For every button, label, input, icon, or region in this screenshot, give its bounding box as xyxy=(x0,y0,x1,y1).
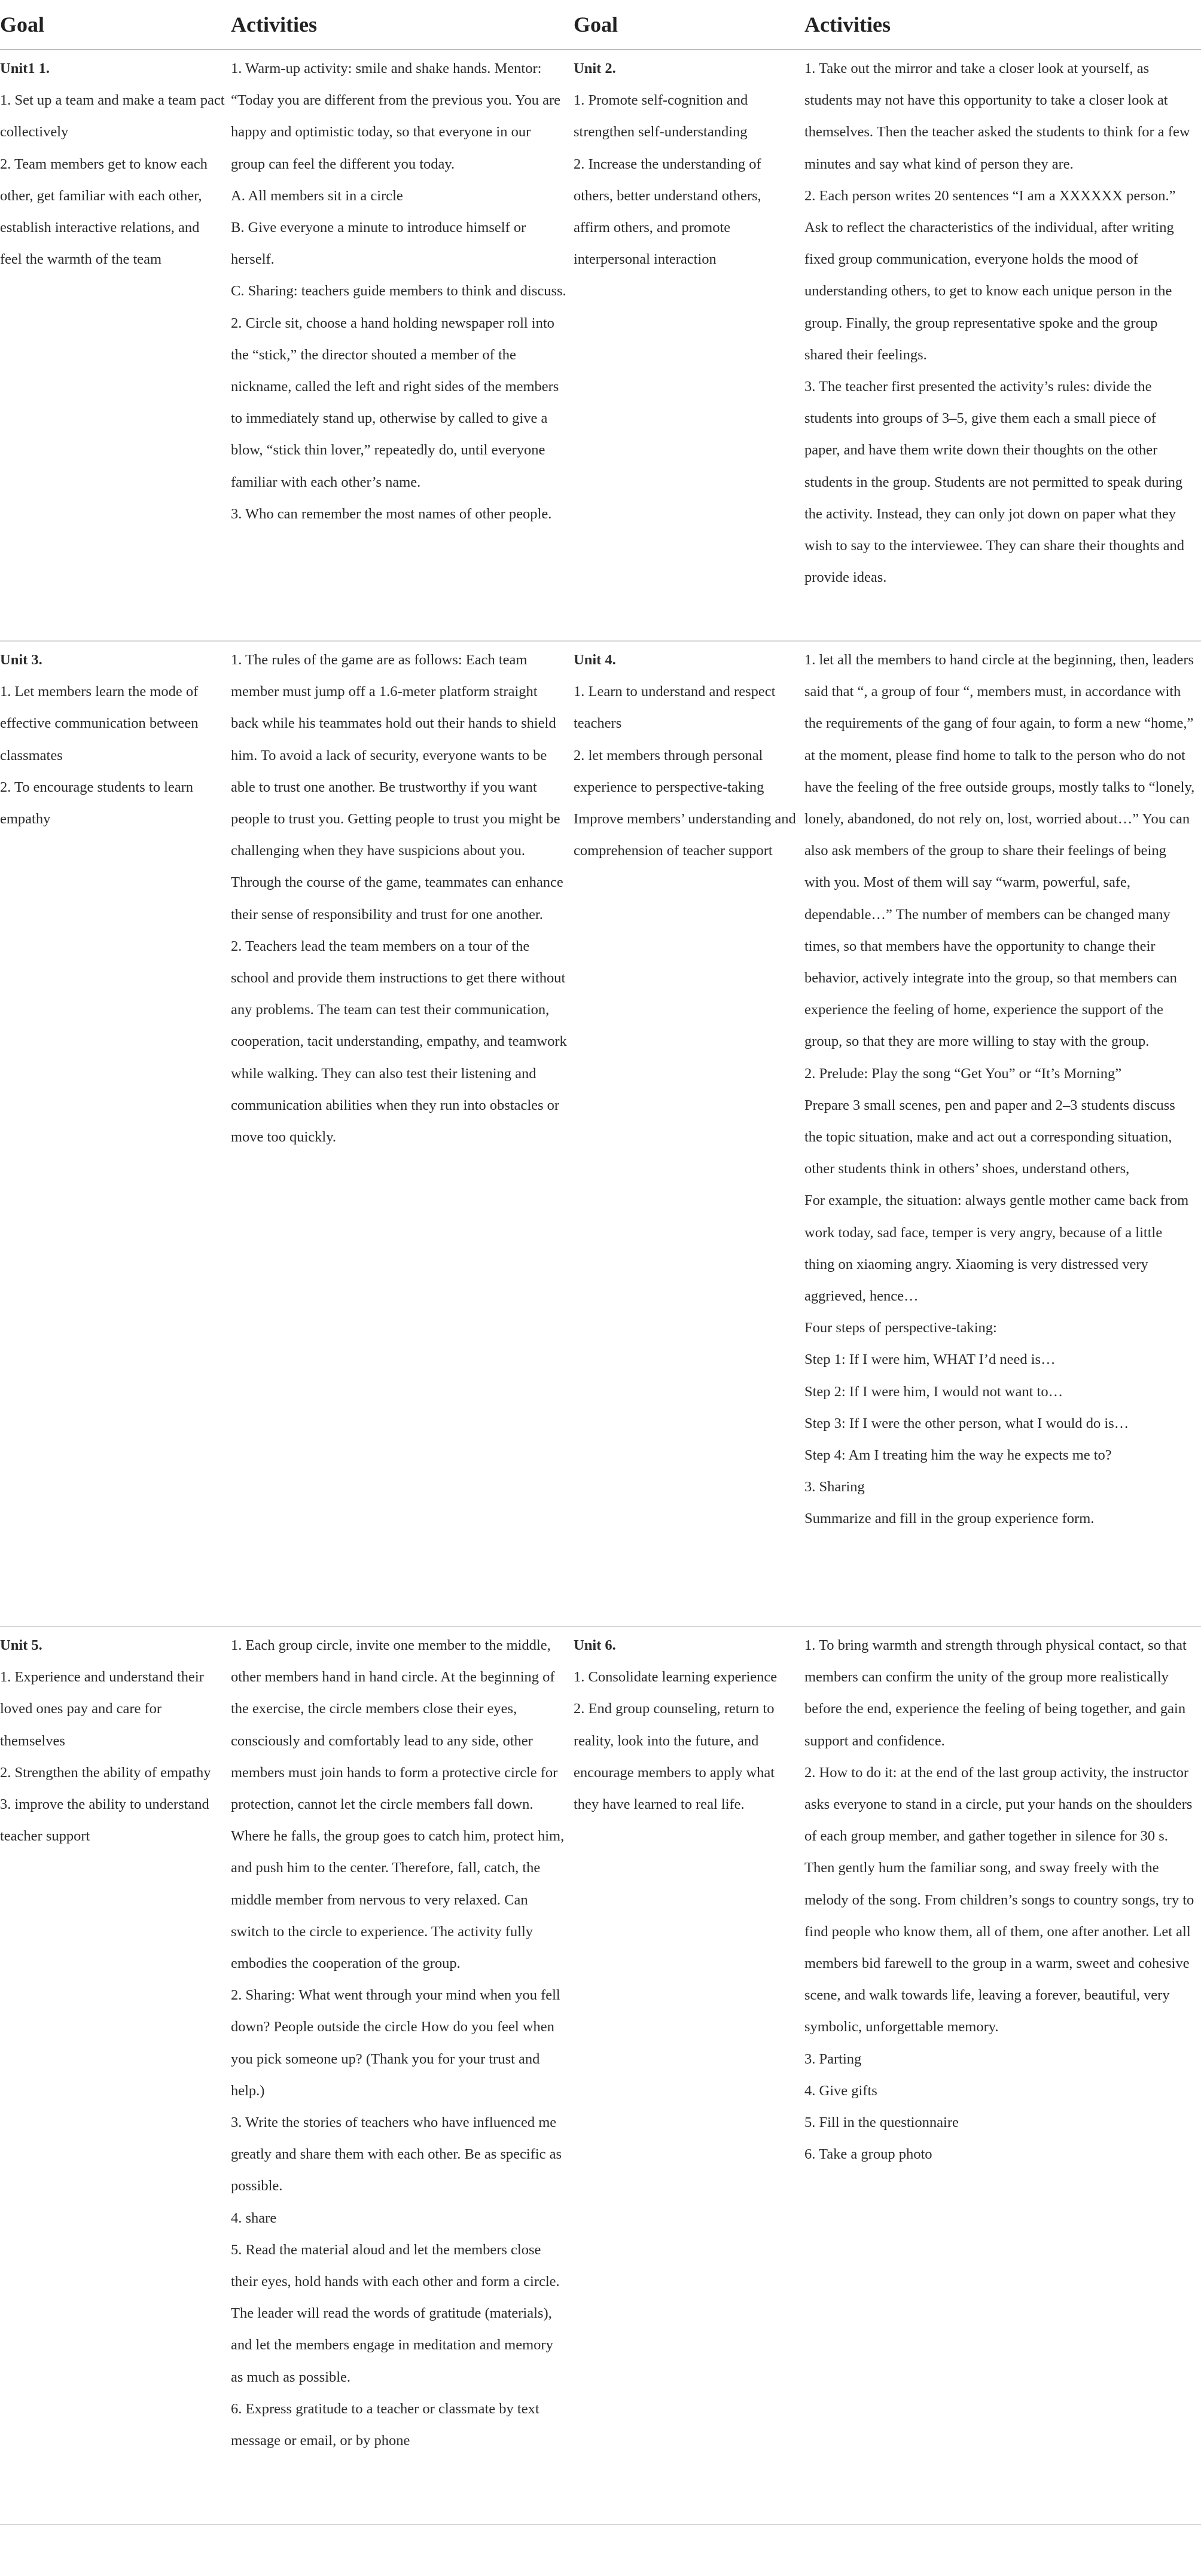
table-row xyxy=(0,641,1201,1626)
activity-item: 1. To bring warmth and strength through physical contact, so that members can confirm the unity of the group more realistically before the end, experience the feeling of being together, and gain support and confidence. xyxy=(804,1637,1187,1749)
goal-item: 2. let members through personal experience to perspective-taking xyxy=(574,747,764,795)
activity-item: 1. Warm-up activity: smile and shake hands. Mentor: “Today you are different from the previous you. You are happy and optimistic today, so that everyone in our group can feel the different you today. xyxy=(231,60,560,172)
goal-item: 2. Team members get to know each other, get familiar with each other, establish interactive relations, and feel the warmth of the team xyxy=(0,155,208,268)
activity-item: 3. The teacher first presented the activity’s rules: divide the students into groups of 3–5, give them each a small piece of paper, and have them write down their thoughts on the other students in the group. Students are not permitted to speak during the activity. Instead, they can only jot down on paper what they wish to say to the interviewee. They can share their thoughts and provide ideas. xyxy=(804,379,1185,586)
activity-item: 3. Write the stories of teachers who have influenced me greatly and share them with each other. Be as specific as possible. xyxy=(231,2114,562,2195)
activity-item: 4. share xyxy=(231,2209,277,2226)
goal-item: 2. Increase the understanding of others, better understand others, affirm others, and promote interpersonal interaction xyxy=(574,155,761,268)
table-row xyxy=(0,50,1201,641)
goal-cell xyxy=(574,50,804,641)
activities-cell xyxy=(231,1626,574,2525)
goal-cell xyxy=(0,50,231,641)
header-activities-2: Activities xyxy=(804,0,1201,50)
activity-item: Prepare 3 small scenes, pen and paper and 2–3 students discuss the topic situation, make and act out a corresponding situation, other students think in others’ shoes, understand others, xyxy=(804,1097,1175,1177)
activity-item: 2. Each person writes 20 sentences “I am a XXXXXX person.” Ask to reflect the characteristics of the individual, after writing fixed group communication, everyone holds the mood of understanding others, to get to know each unique person in the group. Finally, the group representative spoke and the group shared their feelings. xyxy=(804,187,1176,363)
goal-item: 1. Consolidate learning experience xyxy=(574,1669,778,1686)
activity-item: B. Give everyone a minute to introduce himself or herself. xyxy=(231,219,526,268)
goal-cell xyxy=(0,641,231,1626)
goal-item: 1. Set up a team and make a team pact collectively xyxy=(0,92,225,141)
activity-item: Step 3: If I were the other person, what I would do is… xyxy=(804,1415,1129,1432)
activity-item: A. All members sit in a circle xyxy=(231,187,403,204)
goal-cell xyxy=(0,1626,231,2525)
activity-item: 2. Teachers lead the team members on a tour of the school and provide them instructions to get there without any problems. The team can test their communication, cooperation, tacit understanding, empathy, and teamwork while walking. They can also test their listening and communication abilities when they run into obstacles or move too quickly. xyxy=(231,938,567,1146)
table-header-row xyxy=(0,0,1201,50)
activities-cell xyxy=(231,50,574,641)
goal-item: 2. To encourage students to learn empathy xyxy=(0,779,194,828)
goal-cell xyxy=(574,1626,804,2525)
goal-item: 1. Let members learn the mode of effective communication between classmates xyxy=(0,683,199,764)
activity-item: For example, the situation: always gentle mother came back from work today, sad face, temper is very angry, because of a little thing on xiaoming angry. Xiaoming is very distressed very aggrieved, hence… xyxy=(804,1192,1189,1305)
header-goal-2: Goal xyxy=(574,0,804,50)
activity-item: 5. Fill in the questionnaire xyxy=(804,2114,959,2131)
activity-item: 1. Each group circle, invite one member to the middle, other members hand in hand circle. At the beginning of the exercise, the circle members close their eyes, consciously and comfortably lead to any side, other members must join hands to form a protective circle for protection, cannot let the circle members fall down. Where he falls, the group goes to catch him, protect him, and push him to the center. Therefore, fall, catch, the middle member from nervous to very relaxed. Can switch to the circle to experience. The activity fully embodies the cooperation of the group. xyxy=(231,1637,565,1972)
activity-item: 3. Sharing xyxy=(804,1479,865,1495)
activity-item: 3. Parting xyxy=(804,2050,862,2067)
goal-item: 1. Promote self-cognition and strengthen self-understanding xyxy=(574,92,748,141)
activity-item: Step 4: Am I treating him the way he expects me to? xyxy=(804,1447,1112,1464)
activity-item: 4. Give gifts xyxy=(804,2082,877,2099)
header-goal-1: Goal xyxy=(0,0,231,50)
activity-item: 2. Prelude: Play the song “Get You” or “It’s Morning” xyxy=(804,1065,1122,1082)
activity-item: 2. How to do it: at the end of the last group activity, the instructor asks everyone to stand in a circle, put your hands on the shoulders of each group member, and gather together in silence for 30 s. Then gently hum the familiar song, and sway freely with the melody of the song. From children’s songs to country songs, try to find people who know them, all of them, one after another. Let all members bid farewell to the group in a warm, sweet and cohesive scene, and walk towards life, leaving a forever, beautiful, very symbolic, unforgettable memory. xyxy=(804,1764,1194,2035)
activity-item: 6. Take a group photo xyxy=(804,2146,932,2163)
activity-item: 3. Who can remember the most names of other people. xyxy=(231,505,552,522)
activity-item: Summarize and fill in the group experience form. xyxy=(804,1510,1095,1527)
goal-item: 1. Experience and understand their loved ones pay and care for themselves xyxy=(0,1669,204,1749)
unit-title: Unit 4. xyxy=(574,652,616,668)
activities-cell xyxy=(804,50,1201,641)
activities-cell xyxy=(804,1626,1201,2525)
activity-item: 1. let all the members to hand circle at the beginning, then, leaders said that “, a group of four “, members must, in accordance with the requirements of the gang of four again, to form a new “home,” at the moment, please find home to talk to the person who do not have the feeling of the free outside groups, mostly talks to “lonely, lonely, abandoned, do not rely on, lost, worried about…” You can also ask members of the group to share their feelings of being with you. Most of them will say “warm, powerful, safe, dependable…” The number of members can be changed many times, so that members have the opportunity to change their behavior, actively integrate into the group, so that members can experience the feeling of home, experience the support of the group, so that they are more willing to stay with the group. xyxy=(804,652,1195,1050)
unit-title: Unit1 1. xyxy=(0,60,50,77)
activity-item: Step 2: If I were him, I would not want to… xyxy=(804,1383,1063,1400)
activities-cell xyxy=(231,641,574,1626)
header-activities-1: Activities xyxy=(231,0,574,50)
activity-item: 2. Sharing: What went through your mind when you fell down? People outside the circle How do you feel when you pick someone up? (Thank you for your trust and help.) xyxy=(231,1987,560,2099)
activity-item: Four steps of perspective-taking: xyxy=(804,1320,997,1336)
unit-title: Unit 3. xyxy=(0,652,42,668)
activity-item: 1. Take out the mirror and take a closer look at yourself, as students may not have this opportunity to take a closer look at themselves. Then the teacher asked the students to think for a few minutes and say what kind of person they are. xyxy=(804,60,1190,172)
goal-item: Improve members’ understanding and comprehension of teacher support xyxy=(574,811,796,859)
activity-item: Step 1: If I were him, WHAT I’d need is… xyxy=(804,1351,1056,1368)
activities-cell xyxy=(804,641,1201,1626)
activity-item: 1. The rules of the game are as follows: Each team member must jump off a 1.6-meter platform straight back while his teammates hold out their hands to shield him. To avoid a lack of security, everyone wants to be able to trust one another. Be trustworthy if you want people to trust you. Getting people to trust you might be challenging when they have suspicions about you. Through the course of the game, teammates can enhance their sense of responsibility and trust for one another. xyxy=(231,652,563,923)
table-row xyxy=(0,1626,1201,2525)
goal-item: 2. Strengthen the ability of empathy xyxy=(0,1764,211,1781)
goal-item: 1. Learn to understand and respect teachers xyxy=(574,683,776,732)
goal-item: 3. improve the ability to understand teacher support xyxy=(0,1796,209,1845)
activity-item: C. Sharing: teachers guide members to think and discuss. xyxy=(231,283,566,300)
goal-cell xyxy=(574,641,804,1626)
activity-item: 5. Read the material aloud and let the members close their eyes, hold hands with each other and form a circle. The leader will read the words of gratitude (materials), and let the members engage in meditation and memory as much as possible. xyxy=(231,2241,560,2385)
unit-title: Unit 6. xyxy=(574,1637,616,1653)
goal-item: 2. End group counseling, return to reality, look into the future, and encourage members to apply what they have learned to real life. xyxy=(574,1701,775,1813)
unit-title: Unit 5. xyxy=(0,1637,42,1653)
activity-item: 2. Circle sit, choose a hand holding newspaper roll into the “stick,” the director shouted a member of the nickname, called the left and right sides of the members to immediately stand up, otherwise by called to give a blow, “stick thin lover,” repeatedly do, until everyone familiar with each other’s name. xyxy=(231,315,559,490)
activity-item: 6. Express gratitude to a teacher or classmate by text message or email, or by phone xyxy=(231,2400,539,2449)
unit-title: Unit 2. xyxy=(574,60,616,77)
